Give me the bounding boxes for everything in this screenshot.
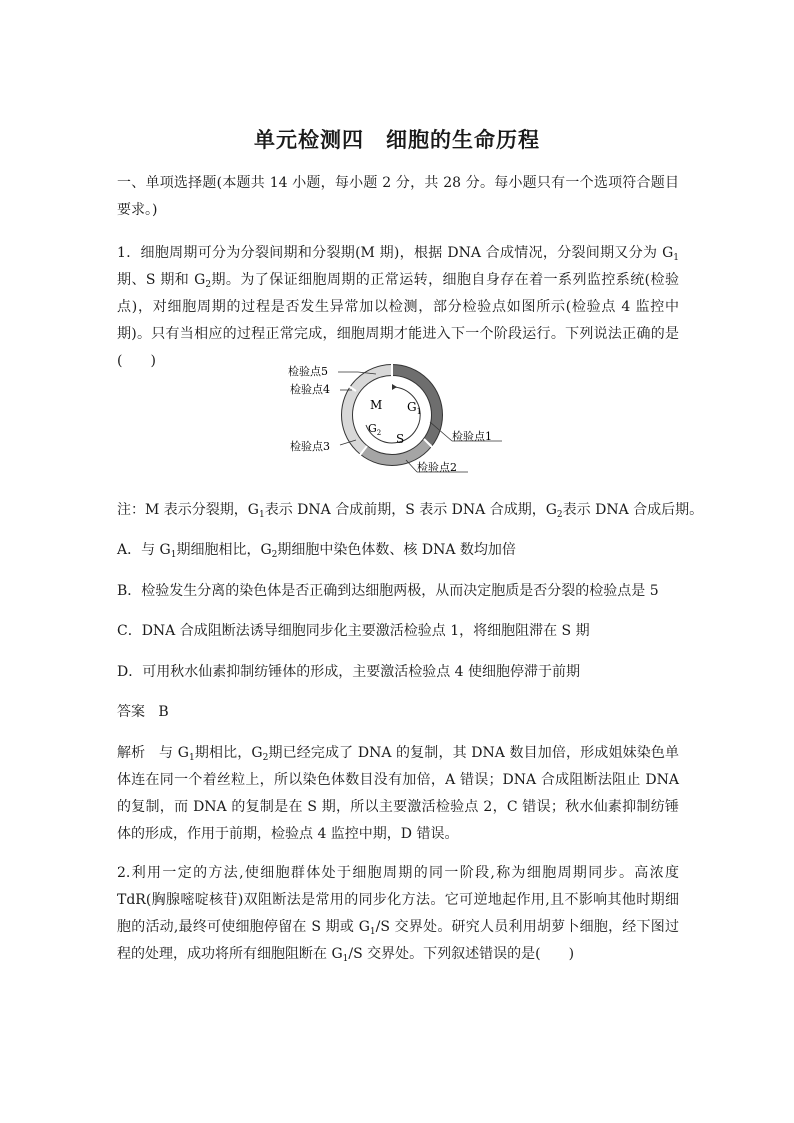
checkpoint-4-label: 检验点4	[290, 383, 330, 396]
checkpoint-2-label: 检验点2	[417, 461, 457, 474]
q1-stem-part: 1．细胞周期可分为分裂间期和分裂期(M 期)，根据 DNA 合成情况，分裂间期又分为 G	[117, 245, 674, 261]
checkpoint-5-label: 检验点5	[288, 365, 328, 378]
section-header	[117, 170, 679, 224]
checkpoint-1-label: 检验点1	[452, 430, 492, 443]
cell-cycle-diagram	[280, 360, 520, 480]
section-header-text: 一、单项选择题(本题共 14 小题，每小题 2 分，共 28 分。每小题只有一个选项符合题目要求。)	[117, 175, 679, 218]
diagram-note: 注：M 表示分裂期，$G_1$表示 DNA 合成前期，S 表示 DNA 合成期，$G_2$表示 DNA 合成后期。	[117, 502, 704, 520]
question-1-stem: 1．细胞周期可分为分裂间期和分裂期(M 期)，根据 DNA 合成情况，分裂间期又分为 $G_1$期、S 期和 $G_2$期。为了保证细胞周期的正常运转，细胞自身存在着一系列监控系统(检验点)，对细胞周期的过程是否发生异常加以检测，部分检验点如图所示(检验点 4 监控中期)。只有当相应的过程正常完成，细胞周期才能进入下一个阶段运行。下列说法正确的是( )	[117, 245, 679, 369]
option-a: A．与 $G_1$期细胞相比，$G_2$期细胞中染色体数、核 DNA 数均加倍	[117, 542, 516, 560]
option-d: D．可用秋水仙素抑制纺锤体的形成，主要激活检验点 4 使细胞停滞于前期	[117, 664, 581, 680]
page-title: 单元检测四 细胞的生命历程	[254, 128, 540, 152]
phase-g1-label: $G_1$	[407, 400, 422, 416]
q1-stem-part: 期、S 期和 G	[117, 272, 206, 288]
explanation: 解析 与 $G_1$期相比，$G_2$期已经完成了 DNA 的复制，其 DNA 数目加倍，形成姐妹染色单体连在同一个着丝粒上，所以染色体数目没有加倍，A 错误；DNA 合成阻断法阻止 DNA 的复制，而 DNA 的复制是在 S 期，所以主要激活检验点 2，C 错误；秋水仙素抑制纺锤体的形成，作用于前期，检验点 4 监控中期，D 错误。	[117, 745, 679, 842]
option-c: C．DNA 合成阻断法诱导细胞同步化主要激活检验点 1，将细胞阻滞在 S 期	[117, 623, 590, 639]
phase-m-label: M	[370, 398, 383, 412]
phase-s-label: S	[396, 432, 405, 446]
phase-g2-label: $G_2$	[368, 422, 382, 437]
checkpoint-3-label: 检验点3	[290, 440, 330, 453]
answer: 答案 B	[117, 704, 169, 720]
question-2-stem: 2.利用一定的方法,使细胞群体处于细胞周期的同一阶段,称为细胞周期同步。高浓度 TdR(胸腺嘧啶核苷)双阻断法是常用的同步化方法。它可逆地起作用,且不影响其他时期细胞的活动,最终可使细胞停留在 S 期或 $G_1/S$ 交界处。研究人员利用胡萝卜细胞，经下图过程的处理，成功将所有细胞阻断在 $G_1/S$ 交界处。下列叙述错误的是( )	[117, 865, 679, 964]
option-b: B．检验发生分离的染色体是否正确到达细胞两极，从而决定胞质是否分裂的检验点是 5	[117, 583, 659, 599]
q1-stem-part: 期。为了保证细胞周期的正常运转，细胞自身存在着一系列监控系统(检验点)，对细胞周期的过程是否发生异常加以检测，部分检验点如图所示(检验点 4 监控中期)。只有当相应的过程正常完成，细胞周期才能进入下一个阶段运行。下列说法正确的是( )	[117, 272, 679, 369]
